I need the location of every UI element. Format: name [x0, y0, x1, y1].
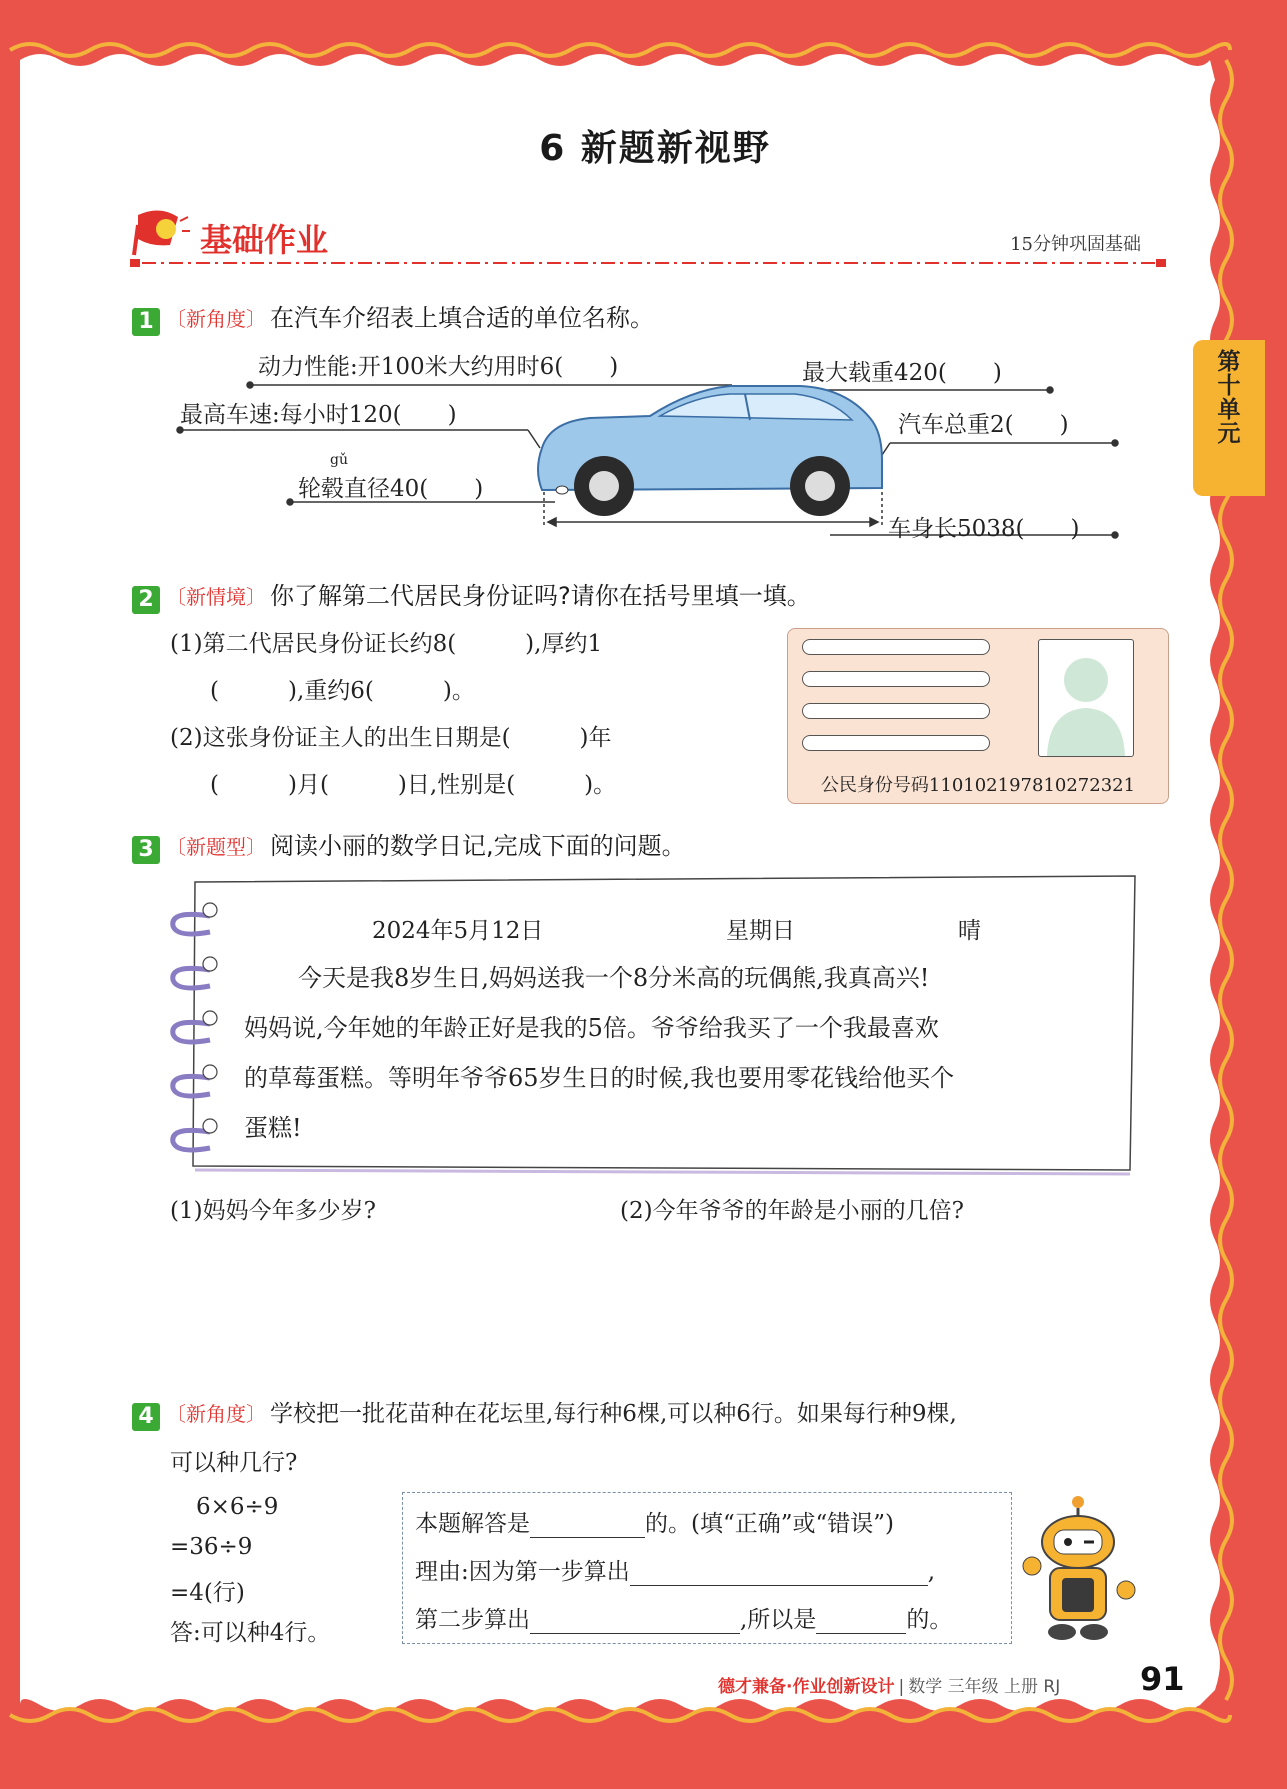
robot-mascot-icon [1020, 1494, 1142, 1644]
diary-date: 2024年5月12日 [372, 918, 544, 944]
calc-line: =36÷9 [170, 1534, 253, 1560]
question-number: 4 [132, 1403, 160, 1431]
id-card-field [802, 703, 990, 719]
car-label-power: 动力性能:开100米大约用时6( ) [258, 354, 619, 380]
question-text: 在汽车介绍表上填合适的单位名称。 [270, 304, 654, 332]
trumpet-icon [130, 205, 190, 260]
footer-info [718, 1672, 1060, 1697]
answer-blank-step1[interactable] [630, 1559, 928, 1586]
question-4 [132, 1395, 957, 1431]
side-tab-char: 第 [1217, 349, 1241, 375]
section-divider [130, 256, 1170, 270]
q3-subquestion-2: (2)今年爷爷的年龄是小丽的几倍? [620, 1198, 964, 1224]
question-1 [132, 298, 654, 336]
q2-line: (1)第二代居民身份证长约8( ),厚约1 [170, 631, 603, 657]
question-3 [132, 826, 686, 864]
pinyin-annotation: gǔ [330, 452, 348, 468]
diary-line: 妈妈说,今年她的年龄正好是我的5倍。爷爷给我买了一个我最喜欢 [244, 1014, 939, 1042]
answer-text: , [927, 1559, 936, 1585]
footer-book-info: 数学 三年级 上册 RJ [908, 1677, 1061, 1697]
answer-text: 第二步算出 [415, 1607, 530, 1633]
question-2 [132, 576, 811, 614]
question-text-cont: 可以种几行? [170, 1450, 298, 1476]
question-number: 2 [132, 586, 160, 614]
car-label-max-load: 最大载重420( ) [802, 360, 1002, 386]
q2-line: ( )月( )日,性别是( )。 [210, 772, 617, 798]
id-photo-avatar [1038, 639, 1134, 757]
question-number: 1 [132, 308, 160, 336]
question-tag: 〔新题型〕 [166, 835, 266, 859]
id-card-field [802, 735, 990, 751]
side-tab-char: 元 [1217, 421, 1241, 447]
q3-subquestion-1: (1)妈妈今年多少岁? [170, 1198, 376, 1224]
diary-line: 的草莓蛋糕。等明年爷爷65岁生日的时候,我也要用零花钱给他买个 [244, 1064, 955, 1092]
answer-box [402, 1492, 1012, 1644]
answer-text: 理由:因为第一步算出 [415, 1559, 630, 1585]
question-tag: 〔新情境〕 [166, 585, 266, 609]
id-number: 公民身份号码110102197810272321 [820, 775, 1136, 796]
diary-line: 今天是我8岁生日,妈妈送我一个8分米高的玩偶熊,我真高兴! [298, 964, 930, 992]
answer-line-1 [415, 1505, 894, 1538]
answer-blank-correctness[interactable] [530, 1511, 645, 1538]
diary-line: 蛋糕! [244, 1114, 302, 1142]
car-label-hub: 轮毂直径40( ) [298, 476, 484, 502]
answer-line-3 [415, 1601, 952, 1634]
question-text: 阅读小丽的数学日记,完成下面的问题。 [270, 832, 686, 860]
q2-line: ( ),重约6( )。 [210, 678, 475, 704]
answer-line-2 [415, 1553, 935, 1586]
side-tab-char: 十 [1217, 373, 1241, 399]
diary-weather: 晴 [958, 918, 981, 944]
question-tag: 〔新角度〕 [166, 307, 266, 331]
calc-line: 6×6÷9 [196, 1494, 279, 1520]
side-tab-char: 单 [1217, 397, 1241, 423]
diary-weekday: 星期日 [726, 918, 795, 944]
footer-brand: 德才兼备·作业创新设计 [718, 1677, 895, 1697]
car-label-total-weight: 汽车总重2( ) [898, 412, 1069, 438]
q2-line: (2)这张身份证主人的出生日期是( )年 [170, 725, 612, 751]
answer-text: 的。 [906, 1607, 953, 1633]
unit-side-tab [1193, 340, 1265, 496]
calc-line: =4(行) [170, 1580, 245, 1606]
question-tag: 〔新角度〕 [166, 1402, 266, 1426]
question-text: 你了解第二代居民身份证吗?请你在括号里填一填。 [270, 582, 811, 610]
answer-text: 本题解答是 [415, 1511, 530, 1537]
page-number: 91 [1140, 1660, 1185, 1698]
page-title: 6 新题新视野 [539, 128, 771, 169]
car-label-length: 车身长5038( ) [888, 516, 1080, 542]
answer-blank-conclusion[interactable] [816, 1607, 906, 1634]
id-card-field [802, 639, 990, 655]
question-number: 3 [132, 836, 160, 864]
section-heading: 基础作业 [200, 221, 329, 259]
answer-blank-step2[interactable] [530, 1607, 740, 1634]
id-card-image [787, 628, 1169, 804]
car-label-top-speed: 最高车速:每小时120( ) [180, 402, 457, 428]
section-note: 15分钟巩固基础 [1010, 234, 1141, 255]
answer-text: ,所以是 [740, 1607, 817, 1633]
footer-separator: | [898, 1677, 905, 1697]
question-text: 学校把一批花苗种在花坛里,每行种6棵,可以种6行。如果每行种9棵, [270, 1401, 957, 1427]
answer-text: 的。(填“正确”或“错误”) [645, 1511, 894, 1537]
calc-answer: 答:可以种4行。 [170, 1620, 331, 1646]
id-card-field [802, 671, 990, 687]
